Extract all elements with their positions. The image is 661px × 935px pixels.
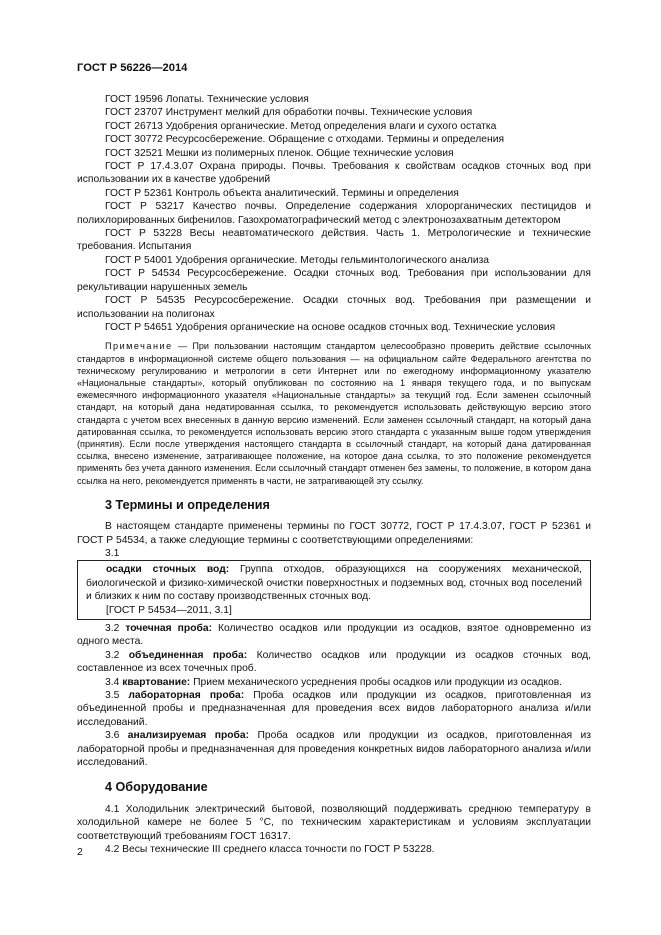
term-3-1-box xyxy=(77,560,591,620)
term-3-1-term: осадки сточных вод: xyxy=(106,564,230,576)
references-list xyxy=(77,93,591,334)
section-3-intro: В настоящем стандарте применены термины по ГОСТ 30772, ГОСТ Р 17.4.3.07, ГОСТ Р 52361 и ГОСТ Р 54534, а также следующие термины с соответствующими определениями: xyxy=(77,521,591,546)
term-name: объединенная проба: xyxy=(128,649,248,661)
term-item: 3.2 точечная проба: Количество осадков или продукции из осадков, взятое одновременно из одного места. xyxy=(77,623,591,648)
term-name: анализируемая проба: xyxy=(127,730,250,742)
reference-item: ГОСТ Р 54534 Ресурсосбережение. Осадки сточных вод. Требования при использовании для рекультивации нарушенных земель xyxy=(77,268,591,293)
page-number: 2 xyxy=(77,846,83,858)
reference-item: ГОСТ Р 53228 Весы неавтоматического действия. Часть 1. Метрологические и технические требования. Испытания xyxy=(77,228,591,253)
reference-item: ГОСТ 19596 Лопаты. Технические условия xyxy=(105,94,309,105)
term-3-1-definition: Группа отходов, образующихся на сооружениях механической, биологической и физико-химической очистки поверхностных и подземных вод, сточных вод поселений и близких к ним по составу производственных сточных вод. xyxy=(86,564,582,603)
reference-item: ГОСТ 26713 Удобрения органические. Метод определения влаги и сухого остатка xyxy=(105,120,497,132)
reference-item: ГОСТ 32521 Мешки из полимерных пленок. Общие технические условия xyxy=(105,147,454,159)
reference-item: ГОСТ Р 17.4.3.07 Охрана природы. Почвы. Требования к свойствам осадков сточных вод при использовании их в качестве удобрений xyxy=(77,161,591,186)
note-label: Примечание xyxy=(105,341,173,352)
page-content xyxy=(77,93,591,857)
term-3-1-number: 3.1 xyxy=(105,547,120,559)
reference-item: ГОСТ 30772 Ресурсосбережение. Обращение с отходами. Термины и определения xyxy=(105,134,505,146)
section-3-title: 3 Термины и определения xyxy=(105,497,270,512)
note-text: — При пользовании настоящим стандартом целесообразно проверить действие ссылочных стандартов в информационной системе общего пользования — на официальном сайте Федерального агентства по техническому регулированию и метрологии в сети Интернет или по ежегодному информационному указателю «Национальные стандарты», который опубликован по состоянию на 1 января текущего года, и по выпускам ежемесячного информационного указателя «Национальные стандарты» за текущий год. Если заменен ссылочный стандарт, на который дана недатированная ссылка, то рекомендуется использовать действующую версию этого стандарта с учетом всех внесенных в данную версию изменений. Если заменен ссылочный стандарт, на который дана датированная ссылка, то рекомендуется использовать версию этого стандарта с указанным выше годом утверждения (принятия). Если после утверждения настоящего стандарта в ссылочный стандарт, на который дана датированная ссылка, внесено изменение, затрагивающее положение, на которое дана ссылка, то это положение рекомендуется применять без учета данного изменения. Если ссылочный стандарт отменен без замены, то положение, в котором дана ссылка на него, рекомендуется применять в части, не затрагивающей эту ссылку. xyxy=(77,341,591,486)
term-name: точечная проба: xyxy=(125,623,213,634)
term-name: квартование: xyxy=(122,676,191,688)
reference-item: ГОСТ Р 54535 Ресурсосбережение. Осадки сточных вод. Требования при размещении и использовании на полигонах xyxy=(77,295,591,320)
term-3-1-source: [ГОСТ Р 54534—2011, 3.1] xyxy=(106,604,232,616)
term-item: 3.4 квартование: Прием механического усреднения пробы осадков или продукции из осадков. xyxy=(105,676,563,688)
term-item: 3.2 объединенная проба: Количество осадков или продукции из осадков сточных вод, составленное из всех точечных проб. xyxy=(77,649,591,675)
page-header: ГОСТ Р 56226—2014 xyxy=(77,62,188,74)
reference-item: ГОСТ Р 54001 Удобрения органические. Методы гельминтологического анализа xyxy=(105,254,490,266)
reference-item: ГОСТ Р 54651 Удобрения органические на основе осадков сточных вод. Технические условия xyxy=(105,321,556,333)
section-4-paragraph: 4.1 Холодильник электрический бытовой, позволяющий поддерживать среднюю температуру в холодильной камере не более 5 °С, по техническим характеристикам и условиям эксплуатации соответствующий требованиям ГОСТ 16317. xyxy=(77,803,591,842)
reference-item: ГОСТ Р 52361 Контроль объекта аналитический. Термины и определения xyxy=(105,187,459,199)
term-name: лабораторная проба: xyxy=(128,690,245,702)
reference-item: ГОСТ 23707 Инструмент мелкий для обработки почвы. Технические условия xyxy=(105,107,473,119)
section-4-paragraph: 4.2 Весы технические III среднего класса точности по ГОСТ Р 53228. xyxy=(105,844,435,856)
term-item: 3.6 анализируемая проба: Проба осадков или продукции из осадков, приготовленная из лабораторной пробы и предназначенная для проведения конкретных видов лабораторного анализа и/или исследований. xyxy=(77,730,591,769)
note xyxy=(77,340,591,486)
term-item: 3.5 лабораторная проба: Проба осадков или продукции из осадков, приготовленная из объединенной пробы и предназначенная для проведения всех видов лабораторного анализа и/или исследований. xyxy=(77,690,591,728)
section-4-title: 4 Оборудование xyxy=(105,780,208,795)
reference-item: ГОСТ Р 53217 Качество почвы. Определение содержания хлорорганических пестицидов и полихлорированных бифенилов. Газохроматографический метод с электронозахватным детектором xyxy=(77,201,591,226)
